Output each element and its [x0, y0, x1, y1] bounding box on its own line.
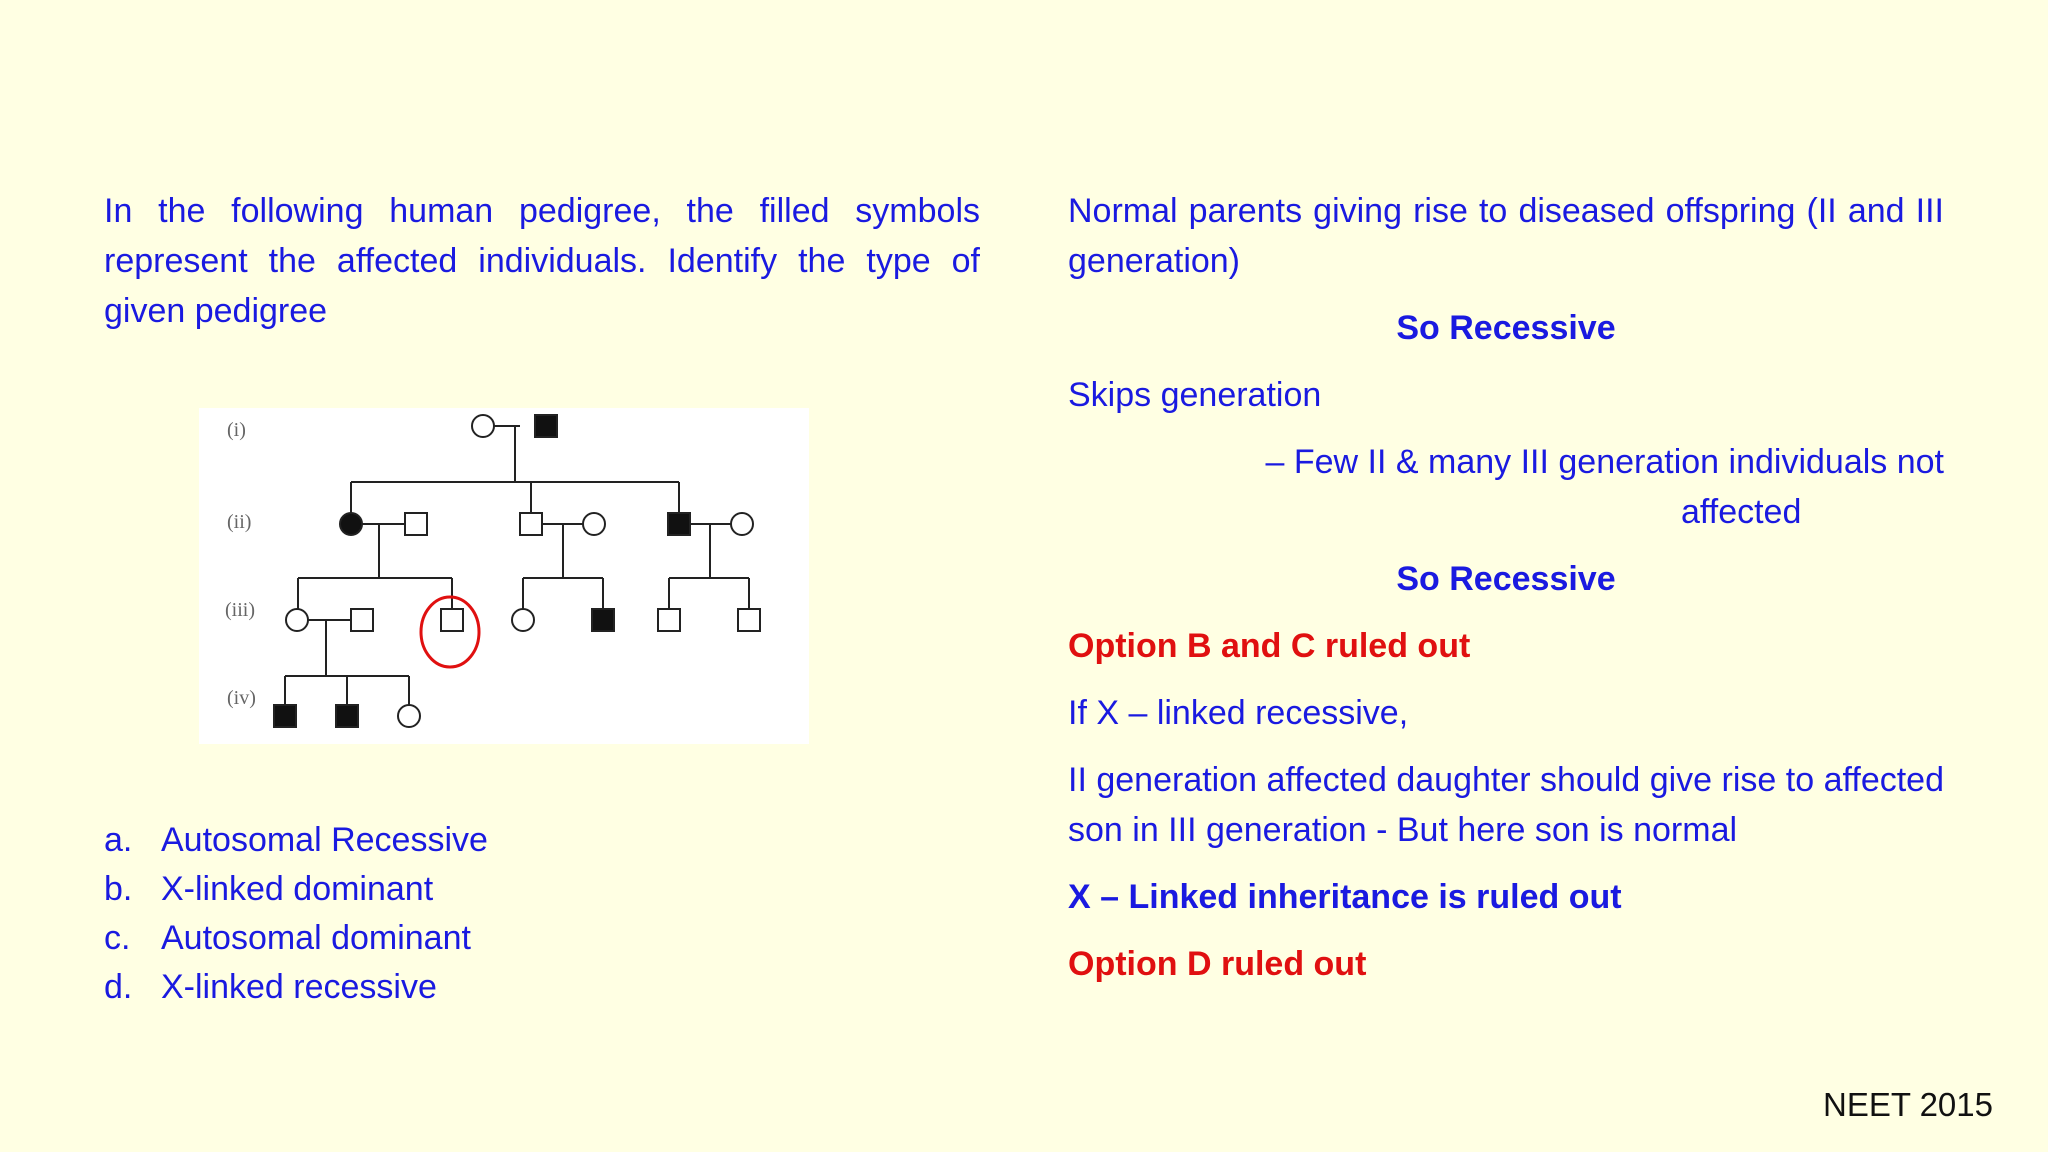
question-block: [104, 186, 980, 336]
gen3-male-affected: [592, 609, 614, 631]
conclusion-recessive-2: So Recessive: [1396, 560, 1616, 598]
option-letter: a.: [104, 821, 133, 859]
gen2-female-normal: [731, 513, 753, 535]
pedigree-lines: [285, 426, 749, 706]
generation-label-ii: (ii): [227, 511, 252, 533]
gen4-female-normal: [398, 705, 420, 727]
explanation-line-3b: affected: [1681, 493, 1802, 531]
explanation-block: [1068, 186, 1944, 989]
explanation-line-4: If X – linked recessive,: [1068, 694, 1409, 732]
gen3-female-normal: [286, 609, 308, 631]
generation-label-i: (i): [227, 419, 246, 441]
exam-tag: NEET 2015: [1823, 1086, 1993, 1123]
option-label: Autosomal Recessive: [161, 821, 488, 859]
explanation-line-3: – Few II & many III generation individuals not: [1265, 443, 1944, 481]
answer-options: [104, 816, 804, 1012]
option-c[interactable]: [104, 914, 804, 963]
gen1-female-normal: [472, 415, 494, 437]
gen4-male-affected: [336, 705, 358, 727]
option-d[interactable]: [104, 963, 804, 1012]
gen2-female-normal: [583, 513, 605, 535]
option-a[interactable]: [104, 816, 804, 865]
generation-label-iii: (iii): [225, 599, 255, 621]
gen3-male-normal: [658, 609, 680, 631]
option-letter: d.: [104, 968, 133, 1006]
ruled-out-b-c: Option B and C ruled out: [1068, 627, 1471, 665]
gen3-female-normal: [512, 609, 534, 631]
conclusion-x-linked-ruled-out: X – Linked inheritance is ruled out: [1068, 878, 1622, 916]
gen2-female-affected: [340, 513, 362, 535]
option-label: X-linked dominant: [161, 870, 434, 908]
gen2-male-affected: [668, 513, 690, 535]
option-b[interactable]: [104, 865, 804, 914]
ruled-out-d: Option D ruled out: [1068, 945, 1367, 983]
explanation-line-1: Normal parents giving rise to diseased offspring (II and III generation): [1068, 192, 1944, 280]
gen2-male-normal: [405, 513, 427, 535]
generation-label-iv: (iv): [227, 687, 256, 709]
gen1-male-affected: [535, 415, 557, 437]
gen2-male-normal: [520, 513, 542, 535]
option-letter: c.: [104, 919, 131, 957]
option-label: Autosomal dominant: [161, 919, 471, 957]
gen3-male-normal: [738, 609, 760, 631]
option-label: X-linked recessive: [161, 968, 437, 1006]
option-letter: b.: [104, 870, 133, 908]
explanation-line-5: II generation affected daughter should give rise to affected son in III generation - But here son is normal: [1068, 761, 1944, 849]
conclusion-recessive-1: So Recessive: [1396, 309, 1616, 347]
gen4-male-affected: [274, 705, 296, 727]
pedigree-diagram: [199, 408, 809, 744]
gen3-male-normal: [351, 609, 373, 631]
explanation-line-2: Skips generation: [1068, 376, 1322, 414]
pedigree-svg: [199, 408, 809, 744]
gen3-male-normal-highlighted: [441, 609, 463, 631]
question-text: In the following human pedigree, the filled symbols represent the affected individuals. Identify the type of given pedigree: [104, 192, 980, 330]
